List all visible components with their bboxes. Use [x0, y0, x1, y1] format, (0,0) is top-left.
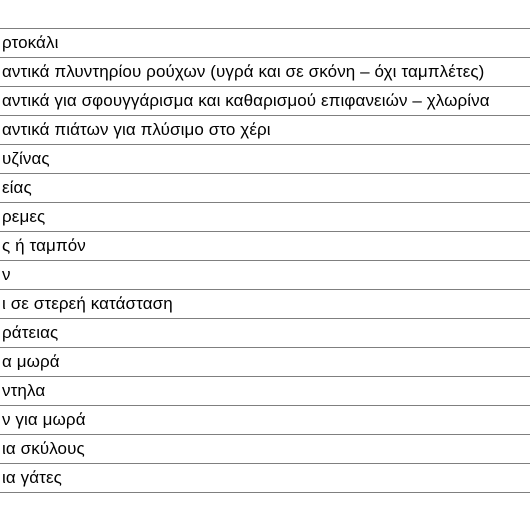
table-cell: ια γάτες [2, 468, 62, 487]
table-cell: αντικά πλυντηρίου ρούχων (υγρά και σε σκόνη – όχι ταμπλέτες) [2, 62, 485, 81]
table-cell: ι σε στερεή κατάσταση [2, 294, 173, 313]
table-cell: ν για μωρά [2, 410, 86, 429]
table-cell: ρτοκάλι [2, 33, 59, 52]
table-cell: ράτειας [2, 323, 59, 342]
table-row [0, 405, 530, 434]
table-row [0, 289, 530, 318]
table-row [0, 28, 530, 57]
table-cell: υζίνας [2, 149, 50, 168]
table-row [0, 202, 530, 231]
table-row [0, 144, 530, 173]
table-row [0, 463, 530, 493]
table-row [0, 260, 530, 289]
table-cell: ια σκύλους [2, 439, 85, 458]
table-row [0, 173, 530, 202]
table-cell: αντικά για σφουγγάρισμα και καθαρισμού επιφανειών – χλωρίνα [2, 91, 490, 110]
table-row [0, 376, 530, 405]
table-cell: ρεμες [2, 207, 46, 226]
table-row [0, 347, 530, 376]
table-cell: είας [2, 178, 32, 197]
table-cell: ντηλα [2, 381, 46, 400]
table-row [0, 57, 530, 86]
table-row [0, 115, 530, 144]
table-row [0, 434, 530, 463]
table-cell: α μωρά [2, 352, 60, 371]
table-row [0, 318, 530, 347]
table-row [0, 231, 530, 260]
table-cell: αντικά πιάτων για πλύσιμο στο χέρι [2, 120, 271, 139]
table-cell: ς ή ταμπόν [2, 236, 86, 255]
table-row [0, 86, 530, 115]
items-table [0, 28, 530, 493]
table-cell: ν [2, 265, 11, 284]
